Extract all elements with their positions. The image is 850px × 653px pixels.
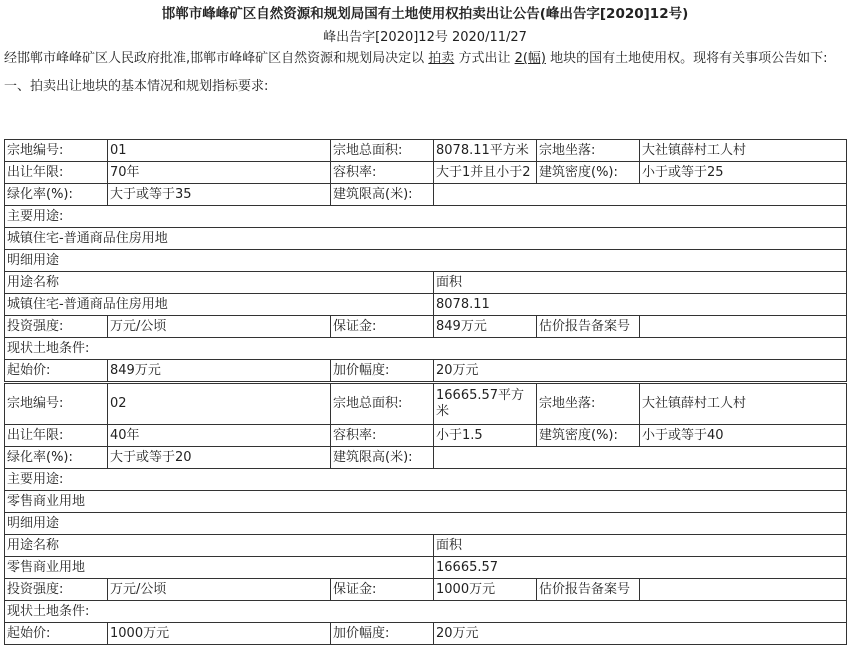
label-density: 建筑密度(%):	[537, 425, 640, 447]
parcel-table-2	[4, 383, 846, 645]
area-value: 8078.11	[434, 294, 847, 316]
label-total-area: 宗地总面积:	[331, 384, 434, 425]
location-value: 大社镇薛村工人村	[640, 384, 847, 425]
label-parcel-no: 宗地编号:	[5, 140, 108, 162]
appraisal-value	[640, 316, 847, 338]
label-appraisal: 估价报告备案号	[537, 316, 640, 338]
label-appraisal: 估价报告备案号	[537, 579, 640, 601]
total-area-value: 8078.11平方米	[434, 140, 537, 162]
intro-mid: 方式出让	[458, 51, 511, 66]
height-value	[434, 447, 847, 469]
label-area: 面积	[434, 272, 847, 294]
label-parcel-no: 宗地编号:	[5, 384, 108, 425]
label-deposit: 保证金:	[331, 579, 434, 601]
intro-suffix: 地块的国有土地使用权。现将有关事项公告如下:	[550, 51, 828, 66]
far-value: 大于1并且小于2	[434, 162, 537, 184]
use-name-value: 城镇住宅-普通商品住房用地	[5, 294, 434, 316]
density-value: 小于或等于40	[640, 425, 847, 447]
label-green: 绿化率(%):	[5, 447, 108, 469]
increment-value: 20万元	[434, 623, 847, 645]
label-investment: 投资强度:	[5, 316, 108, 338]
main-use-value: 零售商业用地	[5, 491, 847, 513]
height-value	[434, 184, 847, 206]
deposit-value: 849万元	[434, 316, 537, 338]
intro-prefix: 经邯郸市峰峰矿区人民政府批准,邯郸市峰峰矿区自然资源和规划局决定以	[4, 51, 425, 66]
label-term: 出让年限:	[5, 162, 108, 184]
term-value: 70年	[108, 162, 331, 184]
density-value: 小于或等于25	[640, 162, 847, 184]
label-location: 宗地坐落:	[537, 140, 640, 162]
investment-value: 万元/公顷	[108, 579, 331, 601]
green-value: 大于或等于35	[108, 184, 331, 206]
label-main-use: 主要用途:	[5, 206, 847, 228]
total-area-value: 16665.57平方米	[434, 384, 537, 425]
parcel-no-value: 01	[108, 140, 331, 162]
intro-paragraph	[0, 49, 850, 69]
label-detail-use: 明细用途	[5, 513, 847, 535]
start-price-value: 849万元	[108, 360, 331, 382]
count-text: 2(幅)	[514, 51, 547, 66]
label-location: 宗地坐落:	[537, 384, 640, 425]
label-term: 出让年限:	[5, 425, 108, 447]
label-height: 建筑限高(米):	[331, 447, 434, 469]
main-use-value: 城镇住宅-普通商品住房用地	[5, 228, 847, 250]
location-value: 大社镇薛村工人村	[640, 140, 847, 162]
label-use-name: 用途名称	[5, 272, 434, 294]
label-deposit: 保证金:	[331, 316, 434, 338]
label-condition: 现状土地条件:	[5, 601, 847, 623]
area-value: 16665.57	[434, 557, 847, 579]
label-height: 建筑限高(米):	[331, 184, 434, 206]
appraisal-value	[640, 579, 847, 601]
label-density: 建筑密度(%):	[537, 162, 640, 184]
label-investment: 投资强度:	[5, 579, 108, 601]
announcement-subtitle: 峰出告字[2020]12号 2020/11/27	[323, 30, 527, 45]
label-area: 面积	[434, 535, 847, 557]
label-condition: 现状土地条件:	[5, 338, 847, 360]
label-far: 容积率:	[331, 162, 434, 184]
parcel-table-1	[4, 139, 846, 382]
use-name-value: 零售商业用地	[5, 557, 434, 579]
far-value: 小于1.5	[434, 425, 537, 447]
start-price-value: 1000万元	[108, 623, 331, 645]
announcement-title: 邯郸市峰峰矿区自然资源和规划局国有土地使用权拍卖出让公告(峰出告字[2020]12号)	[161, 6, 689, 22]
label-increment: 加价幅度:	[331, 623, 434, 645]
label-total-area: 宗地总面积:	[331, 140, 434, 162]
label-far: 容积率:	[331, 425, 434, 447]
label-main-use: 主要用途:	[5, 469, 847, 491]
parcel-no-value: 02	[108, 384, 331, 425]
term-value: 40年	[108, 425, 331, 447]
increment-value: 20万元	[434, 360, 847, 382]
label-increment: 加价幅度:	[331, 360, 434, 382]
label-start-price: 起始价:	[5, 360, 108, 382]
section-heading: 一、拍卖出让地块的基本情况和规划指标要求:	[4, 79, 269, 94]
deposit-value: 1000万元	[434, 579, 537, 601]
green-value: 大于或等于20	[108, 447, 331, 469]
method-text: 拍卖	[428, 51, 455, 66]
label-use-name: 用途名称	[5, 535, 434, 557]
investment-value: 万元/公顷	[108, 316, 331, 338]
label-start-price: 起始价:	[5, 623, 108, 645]
label-green: 绿化率(%):	[5, 184, 108, 206]
label-detail-use: 明细用途	[5, 250, 847, 272]
